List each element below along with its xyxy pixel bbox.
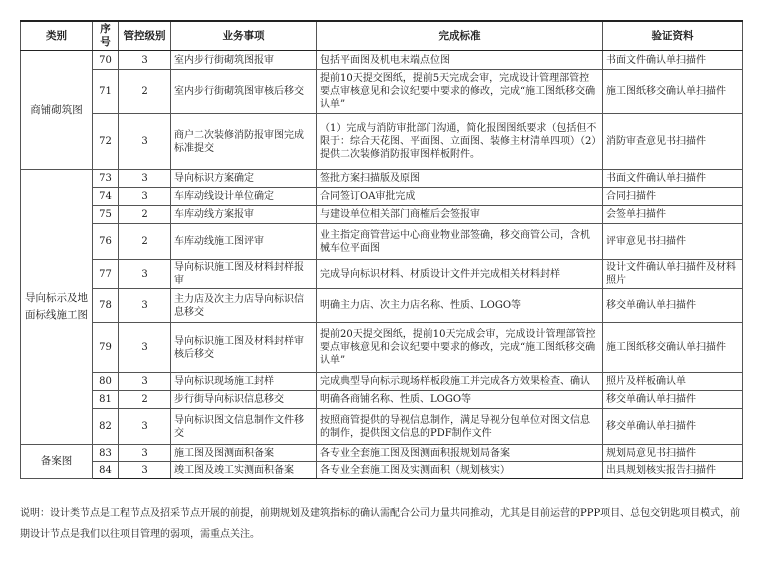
business-item-cell: 施工图及图测面积备案: [171, 445, 317, 462]
table-row: [21, 409, 743, 445]
completion-standard-cell: 完成导向标识材料、材质设计文件并完成相关材料封样: [317, 260, 603, 289]
table-row: [21, 289, 743, 323]
completion-standard-cell: （1）完成与消防审批部门沟通，简化报图图纸要求（包括但不限于：综合天花图、平面图、立面图、装修主材清单四项）（2）提供二次装修消防报审图样板附件。: [317, 114, 603, 170]
completion-standard-cell: 明确主力店、次主力店名称、性质、LOGO等: [317, 289, 603, 323]
header-number: 序号: [93, 21, 119, 51]
verification-material-cell: 移交单确认单扫描件: [603, 289, 743, 323]
business-table-wrapper: [20, 20, 742, 479]
table-row: [21, 114, 743, 170]
control-level-cell: 3: [119, 170, 171, 188]
control-level-cell: 3: [119, 51, 171, 70]
control-level-cell: 3: [119, 409, 171, 445]
completion-standard-cell: 与建设单位相关部门商榷后会签报审: [317, 206, 603, 224]
verification-material-cell: 施工图纸移交确认单扫描件: [603, 323, 743, 373]
number-cell: 83: [93, 445, 119, 462]
completion-standard-cell: 提前10天提交图纸，提前5天完成会审，完成设计管理部管控要点审核意见和会议纪要中要求的修改，完成“施工图纸移交确认单”: [317, 70, 603, 114]
number-cell: 84: [93, 462, 119, 479]
table-row: [21, 170, 743, 188]
business-table: [20, 20, 743, 479]
verification-material-cell: 出具规划核实报告扫描件: [603, 462, 743, 479]
verification-material-cell: 设计文件确认单扫描件及材料照片: [603, 260, 743, 289]
verification-material-cell: 书面文件确认单扫描件: [603, 51, 743, 70]
control-level-cell: 3: [119, 188, 171, 206]
completion-standard-cell: 各专业全套施工图及图测面积报规划局备案: [317, 445, 603, 462]
business-item-cell: 导向标识施工图及材料封样审核后移交: [171, 323, 317, 373]
number-cell: 77: [93, 260, 119, 289]
completion-standard-cell: 提前20天提交图纸，提前10天完成会审，完成设计管理部管控要点审核意见和会议纪要中要求的修改，完成“施工图纸移交确认单”: [317, 323, 603, 373]
completion-standard-cell: 签批方案扫描版及原图: [317, 170, 603, 188]
business-item-cell: 竣工图及竣工实测面积备案: [171, 462, 317, 479]
business-item-cell: 主力店及次主力店导向标识信息移交: [171, 289, 317, 323]
completion-standard-cell: 合同签订OA审批完成: [317, 188, 603, 206]
header-verification-material: 验证资料: [603, 21, 743, 51]
control-level-cell: 2: [119, 224, 171, 260]
number-cell: 81: [93, 391, 119, 409]
table-body: [21, 51, 743, 479]
category-cell: 导向标示及地面标线施工图: [21, 170, 93, 445]
control-level-cell: 2: [119, 70, 171, 114]
number-cell: 76: [93, 224, 119, 260]
header-completion-standard: 完成标准: [317, 21, 603, 51]
control-level-cell: 3: [119, 373, 171, 391]
business-item-cell: 导向标识图文信息制作文件移交: [171, 409, 317, 445]
number-cell: 72: [93, 114, 119, 170]
control-level-cell: 3: [119, 462, 171, 479]
number-cell: 75: [93, 206, 119, 224]
completion-standard-cell: 业主指定商管营运中心商业物业部签确，移交商管公司，含机械车位平面图: [317, 224, 603, 260]
number-cell: 70: [93, 51, 119, 70]
table-row: [21, 391, 743, 409]
verification-material-cell: 书面文件确认单扫描件: [603, 170, 743, 188]
verification-material-cell: 规划局意见书扫描件: [603, 445, 743, 462]
business-item-cell: 室内步行街砌筑图审核后移交: [171, 70, 317, 114]
completion-standard-cell: 明确各商铺名称、性质、LOGO等: [317, 391, 603, 409]
table-row: [21, 260, 743, 289]
verification-material-cell: 施工图纸移交确认单扫描件: [603, 70, 743, 114]
completion-standard-cell: 完成典型导向标示现场样板段施工并完成各方效果检查、确认: [317, 373, 603, 391]
control-level-cell: 2: [119, 206, 171, 224]
number-cell: 82: [93, 409, 119, 445]
table-header-row: [21, 21, 743, 51]
footnote: 说明：设计类节点是工程节点及招采节点开展的前提，前期规划及建筑指标的确认需配合公司力量共同推动，尤其是目前运营的PPP项目、总包交钥匙项目模式，前期设计节点是我们以往项目管理的弱项，需重点关注。: [20, 508, 741, 540]
business-item-cell: 导向标识方案确定: [171, 170, 317, 188]
completion-standard-cell: 按照商管提供的导视信息制作，满足导视分包单位对图文信息的制作，提供图文信息的PDF制作文件: [317, 409, 603, 445]
completion-standard-cell: 包括平面图及机电末端点位图: [317, 51, 603, 70]
business-item-cell: 室内步行街砌筑图报审: [171, 51, 317, 70]
verification-material-cell: 消防审查意见书扫描件: [603, 114, 743, 170]
verification-material-cell: 会签单扫描件: [603, 206, 743, 224]
control-level-cell: 2: [119, 391, 171, 409]
category-cell: 备案图: [21, 445, 93, 479]
table-row: [21, 188, 743, 206]
number-cell: 71: [93, 70, 119, 114]
number-cell: 74: [93, 188, 119, 206]
number-cell: 78: [93, 289, 119, 323]
number-cell: 79: [93, 323, 119, 373]
table-row: [21, 224, 743, 260]
business-item-cell: 车库动线设计单位确定: [171, 188, 317, 206]
control-level-cell: 3: [119, 445, 171, 462]
table-row: [21, 445, 743, 462]
verification-material-cell: 合同扫描件: [603, 188, 743, 206]
business-item-cell: 车库动线施工图评审: [171, 224, 317, 260]
control-level-cell: 3: [119, 260, 171, 289]
control-level-cell: 3: [119, 289, 171, 323]
control-level-cell: 3: [119, 114, 171, 170]
number-cell: 73: [93, 170, 119, 188]
table-row: [21, 323, 743, 373]
business-item-cell: 车库动线方案报审: [171, 206, 317, 224]
verification-material-cell: 照片及样板确认单: [603, 373, 743, 391]
number-cell: 80: [93, 373, 119, 391]
table-row: [21, 70, 743, 114]
business-item-cell: 步行街导向标识信息移交: [171, 391, 317, 409]
completion-standard-cell: 各专业全套施工图及实测面积（规划核实）: [317, 462, 603, 479]
business-item-cell: 商户二次装修消防报审图完成标准提交: [171, 114, 317, 170]
header-business-item: 业务事项: [171, 21, 317, 51]
table-row: [21, 462, 743, 479]
control-level-cell: 3: [119, 323, 171, 373]
table-row: [21, 51, 743, 70]
verification-material-cell: 移交单确认单扫描件: [603, 391, 743, 409]
verification-material-cell: 评审意见书扫描件: [603, 224, 743, 260]
table-row: [21, 206, 743, 224]
header-control-level: 管控级别: [119, 21, 171, 51]
business-item-cell: 导向标识施工图及材料封样报审: [171, 260, 317, 289]
category-cell: 商铺砌筑图: [21, 51, 93, 170]
verification-material-cell: 移交单确认单扫描件: [603, 409, 743, 445]
business-item-cell: 导向标识现场施工封样: [171, 373, 317, 391]
table-row: [21, 373, 743, 391]
header-category: 类别: [21, 21, 93, 51]
